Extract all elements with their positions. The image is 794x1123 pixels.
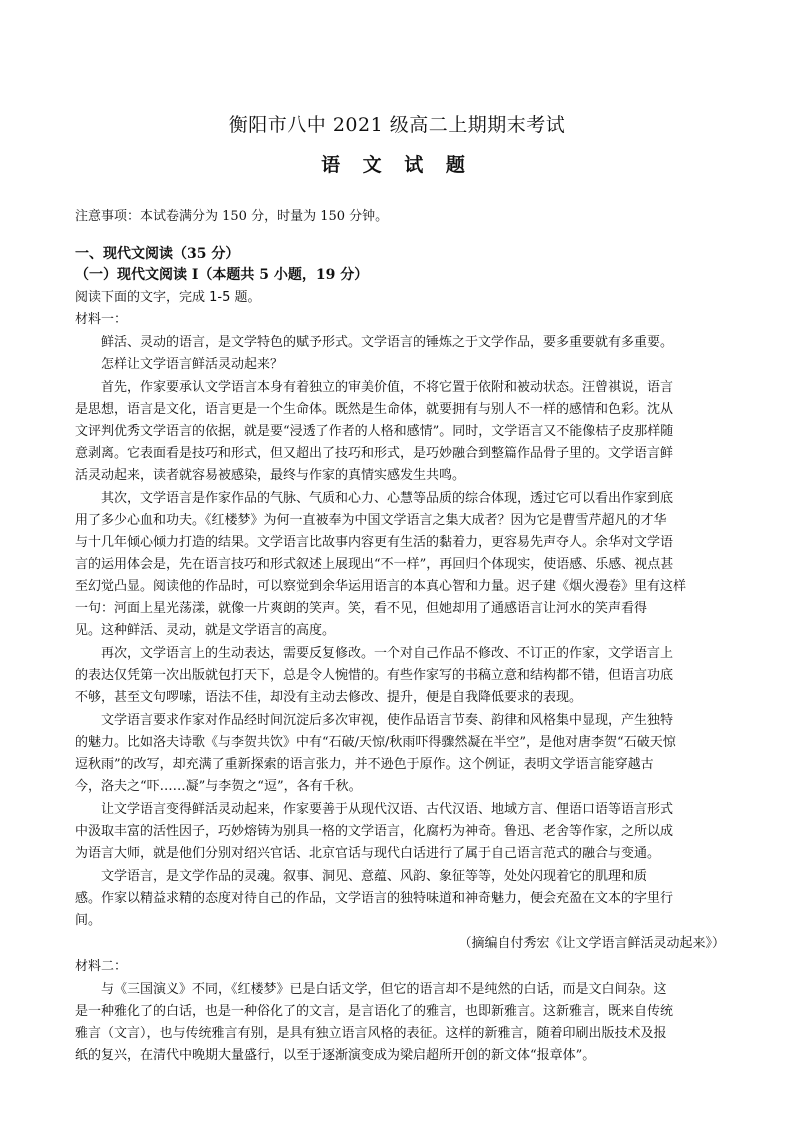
- exam-title: 衡阳市八中 2021 级高二上期期末考试: [228, 114, 566, 136]
- paragraph-line: 间。: [75, 913, 102, 928]
- paragraph-line: 怎样让文学语言鲜活灵动起来？: [101, 357, 284, 372]
- material-two-label: 材料二：: [75, 959, 128, 974]
- paragraph-line: 首先，作家要承认文学语言本身有着独立的审美价值，不将它置于依附和被动状态。汪曾祺说，语言: [101, 380, 674, 395]
- subsection-heading: （一）现代文阅读 I（本题共 5 小题，19 分）: [75, 267, 369, 283]
- exam-subtitle: 语 文 试 题: [321, 154, 473, 176]
- paragraph-line: 意剥离。它表面看是技巧和形式，但又超出了技巧和形式，是巧妙融合到整篇作品骨子里的。文学语言鲜: [75, 446, 674, 461]
- paragraph-line: 的表达仅凭第一次出版就包打天下，总是令人惋惜的。有些作家写的书稿立意和结构都不错，但语言功底: [75, 668, 674, 683]
- paragraph-line: 今，洛夫之“吓……凝”与李贺之“逗”，各有千秋。: [75, 779, 362, 794]
- paragraph-line: 一句：河面上星光荡漾，就像一片爽朗的笑声。笑，看不见，但她却用了通感语言让河水的笑声看得: [75, 601, 648, 616]
- paragraph-line: 为语言大师，就是他们分别对绍兴官话、北京官话与现代白话进行了属于自己语言范式的融合与变通。: [75, 846, 661, 861]
- paragraph-line: 文学语言要求作家对作品经时间沉淀后多次审视，使作品语言节奏、韵律和风格集中显现，产生独特: [101, 713, 674, 728]
- paragraph-line: 见。这种鲜活、灵动，就是文学语言的高度。: [75, 623, 336, 638]
- paragraph-line: 不够，甚至文句啰嗦，语法不佳，却没有主动去修改、提升，便是自我降低要求的表现。: [75, 690, 583, 705]
- paragraph-line: 是一种雅化了的白话，也是一种俗化了的文言，是言语化了的雅言，也即新雅言。这新雅言，既来自传统: [75, 1004, 674, 1019]
- section-heading: 一、现代文阅读（35 分）: [75, 246, 240, 262]
- paragraph-line: 纸的复兴，在清代中晚期大量盛行，以至于逐渐演变成为梁启超所开创的新文体“报章体”。: [75, 1048, 596, 1063]
- paragraph-line: 与《三国演义》不同，《红楼梦》已是白话文学，但它的语言却不是纯然的白话，而是文白间杂。这: [101, 982, 667, 997]
- paragraph-line: 活灵动起来，读者就容易被感染，最终与作家的真情实感发生共鸣。: [75, 468, 466, 483]
- paragraph-line: 感。作家以精益求精的态度对待自己的作品，文学语言的独特味道和神奇魅力，便会充盈在文本的字里行: [75, 891, 674, 906]
- notice: 注意事项：本试卷满分为 150 分，时量为 150 分钟。: [75, 209, 389, 224]
- paragraph-line: 逗秋雨”的改写，却充满了重新探索的语言张力，并不逊色于原作。这个例证，表明文学语言能穿越古: [75, 757, 654, 772]
- paragraph-line: 言的运用体会是，先在语言技巧和形式叙述上展现出“不一样”，再回归个体现实，使语感、乐感、视点甚: [75, 557, 674, 572]
- paragraph-line: 让文学语言变得鲜活灵动起来，作家要善于从现代汉语、古代汉语、地域方言、俚语口语等语言形式: [101, 802, 674, 817]
- source-citation: （摘编自付秀宏《让文学语言鲜活灵动起来》）: [458, 936, 725, 951]
- paragraph-line: 的魅力。比如洛夫诗歌《与李贺共饮》中有“石破/天惊/秋雨吓得骤然凝在半空”，是他对唐李贺“石破天惊: [75, 735, 676, 750]
- paragraph-line: 再次，文学语言上的生动表达，需要反复修改。一个对自己作品不修改、不订正的作家，文学语言上: [101, 646, 674, 661]
- paragraph-line: 与十几年倾心倾力打造的结果。文学语言比故事内容更有生活的黏着力，更容易先声夺人。余华对文学语: [75, 535, 674, 550]
- paragraph-line: 文学语言，是文学作品的灵魂。叙事、洞见、意蕴、风韵、象征等等，处处闪现着它的肌理和质: [101, 869, 648, 884]
- paragraph-line: 用了多少心血和功夫。《红楼梦》为何一直被奉为中国文学语言之集大成者？因为它是曹雪芹超凡的才华: [75, 513, 667, 528]
- paragraph-line: 是思想，语言是文化，语言更是一个生命体。既然是生命体，就要拥有与别人不一样的感情和色彩。沈从: [75, 402, 674, 417]
- paragraph-line: 其次，文学语言是作家作品的气脉、气质和心力、心慧等品质的综合体现，透过它可以看出作家到底: [101, 491, 674, 506]
- instruction: 阅读下面的文字，完成 1-5 题。: [75, 290, 261, 305]
- paragraph-line: 至幻觉凸显。阅读他的作品时，可以察觉到余华运用语言的本真心智和力量。迟子建《烟火漫卷》里有这样: [75, 579, 687, 594]
- material-one-label: 材料一：: [75, 312, 128, 327]
- paragraph-line: 中汲取丰富的活性因子，巧妙熔铸为别具一格的文学语言，化腐朽为神奇。鲁迅、老舍等作家，之所以成: [75, 824, 674, 839]
- paragraph-line: 鲜活、灵动的语言，是文学特色的赋予形式。文学语言的锤炼之于文学作品，要多重要就有多重要。: [101, 335, 674, 350]
- paragraph-line: 文评判优秀文学语言的依据，就是要“浸透了作者的人格和感情”。同时，文学语言又不能像桔子皮那样随: [75, 424, 674, 439]
- paragraph-line: 雅言（文言），也与传统雅言有别，是具有独立语言风格的表征。这样的新雅言，随着印刷出版技术及报: [75, 1026, 667, 1041]
